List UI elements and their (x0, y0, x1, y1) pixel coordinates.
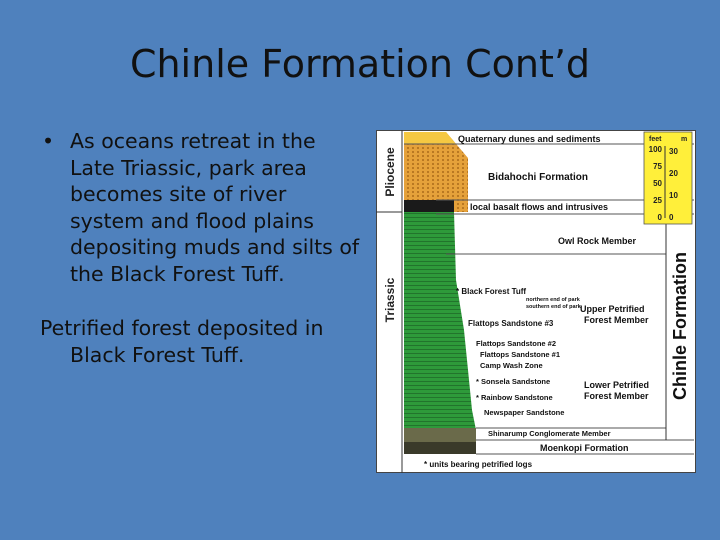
basalt-flows (404, 200, 454, 214)
unit-sonsela: * Sonsela Sandstone (476, 377, 551, 386)
unit-rainbow: * Rainbow Sandstone (476, 393, 553, 402)
chinle-formation-label: Chinle Formation (670, 252, 690, 400)
bullet-dot-icon: • (42, 129, 55, 153)
lower-member-label: Lower Petrified (584, 380, 650, 390)
stratigraphic-column-svg (376, 130, 696, 473)
moenkopi-layer (404, 442, 476, 454)
unit-newspaper: Newspaper Sandstone (484, 408, 565, 417)
m-tick: 0 (669, 213, 674, 222)
unit-bidahochi: Bidahochi Formation (488, 172, 588, 183)
unit-flattops-2: Flattops Sandstone #2 (476, 339, 557, 348)
unit-quaternary: Quaternary dunes and sediments (458, 134, 601, 144)
unit-footnote: * units bearing petrified logs (424, 460, 533, 469)
lower-member-label: Forest Member (584, 391, 649, 401)
feet-tick: 100 (648, 145, 662, 154)
m-tick: 20 (669, 169, 678, 178)
bullet-item (40, 128, 360, 287)
slide-title: Chinle Formation Cont’d (129, 42, 591, 86)
upper-member-label: Upper Petrified (580, 304, 645, 314)
feet-tick: 25 (653, 196, 662, 205)
slide-body (40, 128, 360, 368)
unit-moenkopi: Moenkopi Formation (540, 443, 629, 453)
feet-tick: 75 (653, 162, 662, 171)
unit-owl-rock: Owl Rock Member (558, 236, 637, 246)
feet-tick: 50 (653, 179, 662, 188)
scale-m-label: m (681, 136, 688, 143)
scale-feet-label: feet (649, 136, 662, 143)
unit-basalt: local basalt flows and intrusives (470, 202, 609, 212)
unit-southern-end: southern end of park (526, 304, 581, 310)
unit-flattops-3: Flattops Sandstone #3 (468, 319, 554, 328)
unit-shinarump: Shinarump Conglomerate Member (488, 429, 611, 438)
bullet-text: As oceans retreat in the Late Triassic, park area becomes site of river system and flood plains depositing muds and silts of the Black Forest Tuff. (70, 129, 360, 286)
m-tick: 10 (669, 191, 678, 200)
pliocene-label: Pliocene (383, 147, 397, 197)
shinarump-layer (404, 428, 476, 442)
triassic-label: Triassic (383, 277, 397, 323)
stratigraphic-column-figure (376, 130, 696, 473)
unit-black-forest-tuff: * Black Forest Tuff (456, 287, 527, 296)
upper-member-label: Forest Member (584, 315, 649, 325)
body-paragraph: Petrified forest deposited in Black Forest Tuff. (40, 316, 324, 367)
unit-camp-wash: Camp Wash Zone (480, 361, 543, 370)
feet-tick: 0 (657, 213, 662, 222)
unit-northern-end: northern end of park (526, 297, 580, 303)
unit-flattops-1: Flattops Sandstone #1 (480, 350, 561, 359)
m-tick: 30 (669, 147, 678, 156)
